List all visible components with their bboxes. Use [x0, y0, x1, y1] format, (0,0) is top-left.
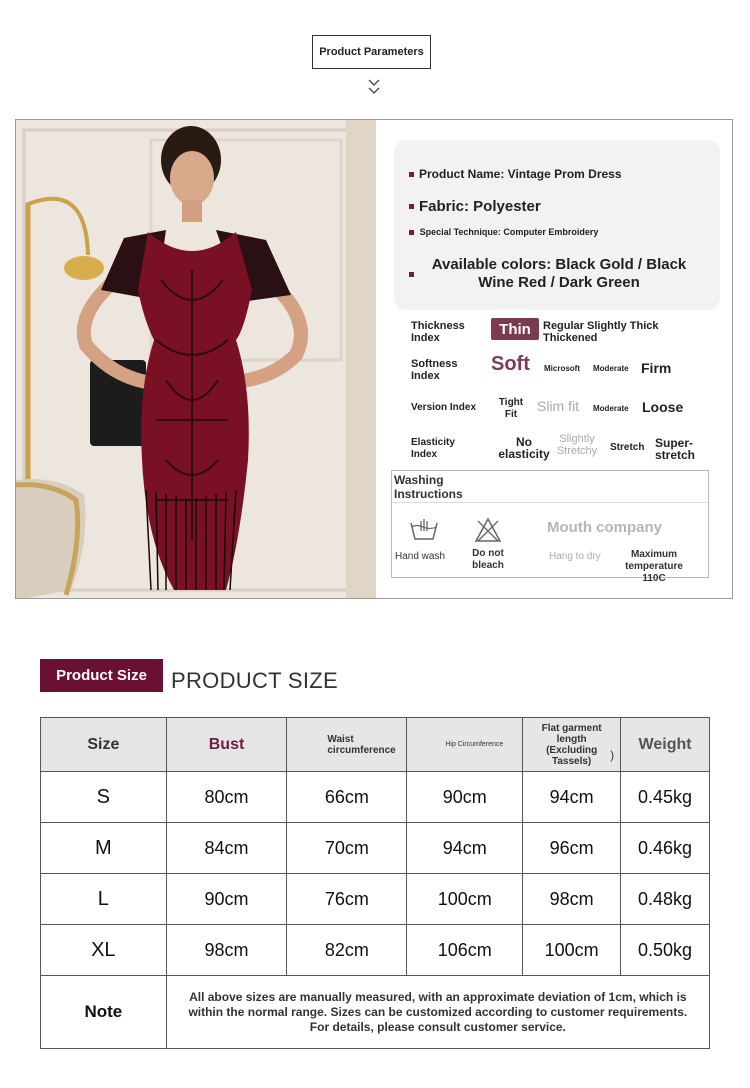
length-cell: 96cm [523, 823, 621, 874]
elasticity-option-none: No elasticity [498, 435, 550, 461]
header-length-text: Flat garment length (Excluding Tassels) [541, 722, 602, 767]
product-photo [16, 120, 376, 599]
fabric-text: Fabric: Polyester [419, 198, 541, 215]
product-name [409, 167, 622, 181]
hip-cell: 106cm [407, 925, 523, 976]
header-length-paren: ) [610, 748, 615, 762]
size-table-header [41, 718, 710, 772]
elasticity-option-stretch: Stretch [610, 442, 645, 453]
weight-cell: 0.45kg [621, 772, 710, 823]
product-parameters-panel [15, 119, 733, 599]
hip-cell: 100cm [407, 874, 523, 925]
product-size-heading: PRODUCT SIZE [171, 668, 338, 693]
header-length [523, 718, 621, 772]
length-cell: 98cm [523, 874, 621, 925]
table-row [41, 925, 710, 976]
do-not-bleach-label: Do not bleach [472, 548, 504, 571]
length-cell: 100cm [523, 925, 621, 976]
softness-option-microsoft: Microsoft [544, 364, 580, 373]
version-index-label: Version Index [411, 402, 477, 413]
note-label: Note [41, 976, 167, 1049]
softness-option-firm: Firm [641, 360, 672, 376]
size-cell: M [41, 823, 167, 874]
waist-cell: 82cm [287, 925, 407, 976]
elasticity-option-slightly: Slightly Stretchy [556, 433, 598, 457]
bust-cell: 98cm [166, 925, 287, 976]
softness-option-moderate: Moderate [593, 364, 629, 373]
elasticity-index-label: Elasticity Index [411, 437, 455, 460]
available-colors [409, 256, 709, 292]
hand-wash-icon [409, 517, 439, 541]
header-weight: Weight [621, 718, 710, 772]
size-cell: L [41, 874, 167, 925]
technique-text: Special Technique: Computer Embroidery [419, 227, 599, 237]
bullet-icon [409, 204, 414, 209]
hand-wash-label: Hand wash [394, 551, 446, 562]
product-name-text: Product Name: Vintage Prom Dress [419, 167, 622, 181]
table-row [41, 772, 710, 823]
size-cell: XL [41, 925, 167, 976]
double-chevron-down-icon [366, 77, 382, 97]
table-row [41, 874, 710, 925]
waist-cell: 66cm [287, 772, 407, 823]
version-option-moderate: Moderate [593, 404, 629, 413]
elasticity-option-super: Super-stretch [655, 436, 696, 462]
version-option-loose: Loose [642, 399, 684, 415]
table-row [41, 823, 710, 874]
thickness-index-label: Thickness Index [411, 320, 465, 344]
bust-cell: 90cm [166, 874, 287, 925]
length-cell: 94cm [523, 772, 621, 823]
header-hip: Hip Circumference [407, 718, 523, 772]
bust-cell: 84cm [166, 823, 287, 874]
overlay-text: Mouth company [547, 519, 662, 536]
size-cell: S [41, 772, 167, 823]
product-parameters-button[interactable]: Product Parameters [312, 35, 431, 69]
size-table [40, 717, 710, 1049]
hip-cell: 94cm [407, 823, 523, 874]
divider [392, 502, 708, 503]
weight-cell: 0.46kg [621, 823, 710, 874]
header-waist: Waist circumference [287, 718, 407, 772]
product-size-badge: Product Size [40, 659, 163, 692]
bullet-icon [409, 172, 414, 177]
product-info-card [394, 140, 720, 310]
note-text: All above sizes are manually measured, with an approximate deviation of 1cm, which is within the normal range. Sizes can be customized according to customer requirements. For details, please consult customer service. [166, 976, 709, 1049]
bullet-icon [409, 272, 414, 277]
technique [409, 226, 599, 238]
available-colors-text: Available colors: Black Gold / Black Wine Red / Dark Green [431, 256, 687, 291]
hang-to-dry-label: Hang to dry [549, 551, 601, 562]
softness-index-label: Softness Index [411, 358, 458, 382]
fabric [409, 198, 541, 215]
version-option-slim: Slim fit [537, 398, 579, 414]
waist-cell: 70cm [287, 823, 407, 874]
hip-cell: 90cm [407, 772, 523, 823]
weight-cell: 0.48kg [621, 874, 710, 925]
washing-instructions [391, 470, 709, 584]
version-option-tight: Tight Fit [498, 397, 524, 420]
header-bust: Bust [166, 718, 287, 772]
note-row [41, 976, 710, 1049]
bullet-icon [409, 230, 414, 235]
bust-cell: 80cm [166, 772, 287, 823]
max-temperature-label: Maximum temperature 110C [625, 549, 683, 584]
do-not-bleach-icon [474, 517, 502, 543]
weight-cell: 0.50kg [621, 925, 710, 976]
thickness-option-regular: Regular Slightly Thick Thickened [543, 320, 659, 344]
washing-title: Washing Instructions [394, 473, 463, 501]
thickness-selected: Thin [491, 318, 539, 340]
waist-cell: 76cm [287, 874, 407, 925]
header-size: Size [41, 718, 167, 772]
softness-option-soft: Soft [491, 353, 530, 375]
